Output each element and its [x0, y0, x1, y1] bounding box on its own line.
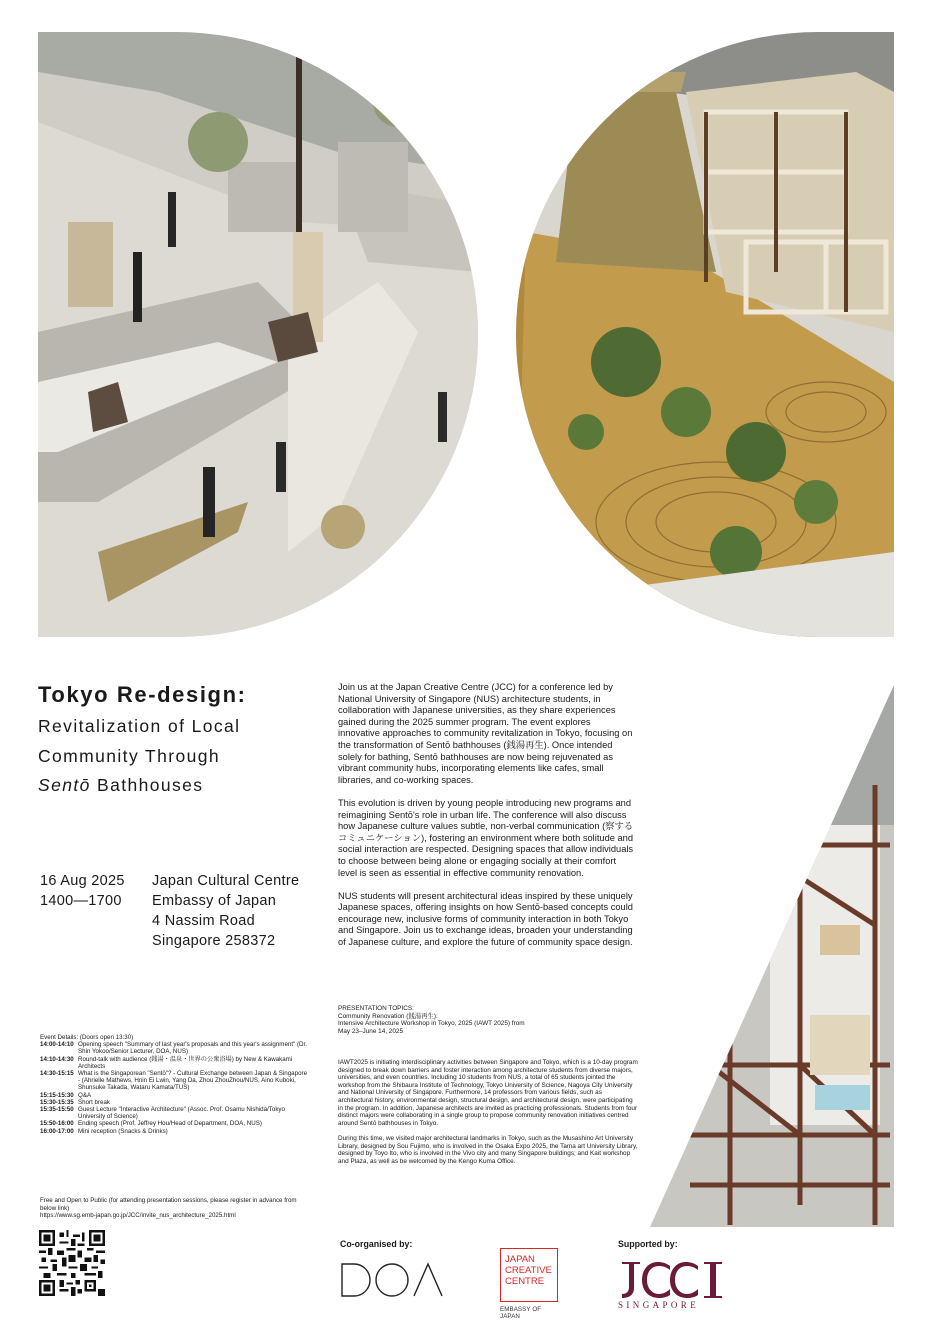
- venue-line: Japan Cultural Centre: [152, 873, 300, 889]
- schedule-time: 14:10-14:30: [40, 1055, 74, 1063]
- topics-heading: PRESENTATION TOPICS:: [338, 1005, 414, 1012]
- topics-line: Community Renovation (銭湯再生):: [338, 1012, 438, 1020]
- supported-label: Supported by:: [618, 1239, 678, 1249]
- schedule-desc: Q&A: [78, 1091, 92, 1099]
- subtitle-line-1: Revitalization of Local: [38, 716, 241, 736]
- date-time: [40, 871, 148, 911]
- schedule-time: 15:50-16:00: [40, 1120, 74, 1128]
- venue: [152, 871, 322, 951]
- iawt-paragraph: IAWT2025 is initiating interdisciplinary activities between Singapore and Tokyo, which is a 10-day program designed to break down barriers and foster interaction among architecture students from diverse majors, universities, and even countries. Including 10 students from NUS, a total of 65 students jointed the workshop from the Shibaura Institute of Technology, Tokyo University of Science, Nagoya City University and National University of Singapore. Furthermore, 14 professors from various fields, such as architectural history, environmental design, structural design, and architectural design, were participating in the program. In addition, Japanese architects are invited as practicing professionals. Students from four distinct majors were collaborating in a single group to propose community renovation initiatives centred around Sentō bathhouses in Tokyo.: [338, 1059, 638, 1127]
- title-main: Tokyo Re-design:: [38, 682, 247, 707]
- registration-info: [40, 1197, 310, 1220]
- schedule-desc: Opening speech "Summary of last year's proposals and this year's assignment" (Dr. Shin Yokoo/Senior Lecturer, DOA, NUS): [78, 1041, 307, 1056]
- schedule-item: [40, 1056, 310, 1070]
- jcc-logo-box: [500, 1248, 558, 1302]
- schedule-time: 15:35-15:50: [40, 1106, 74, 1114]
- registration-link[interactable]: https://www.sg.emb-japan.go.jp/JCC/invite_nus_architecture_2025.html: [40, 1212, 236, 1220]
- venue-line: Embassy of Japan: [152, 893, 277, 909]
- intro-paragraph: Join us at the Japan Creative Centre (JCC) for a conference led by National University of Singapore (NUS) architecture students, in collaboration with Japanese universities, as they share experiences gained during the 2025 summer program. The event explores innovative approaches to community revitalization in Tokyo, focusing on the transformation of Sentō bathhouses (銭湯再生). Once intended solely for bathing, Sentō bathhouses are now being rejuvenated as vibrant community hubs, incorporating elements like cafes, small libraries, and co-working spaces.: [338, 682, 633, 785]
- schedule-item: [40, 1128, 310, 1135]
- jcc-logo: [500, 1248, 560, 1320]
- event-time: 1400—1700: [40, 893, 122, 909]
- schedule-item: [40, 1106, 310, 1120]
- schedule-time: 15:15-15:30: [40, 1091, 74, 1099]
- jcc-line: JAPAN: [505, 1254, 535, 1265]
- event-date: 16 Aug 2025: [40, 873, 125, 889]
- intro-paragraph: This evolution is driven by young people introducing new programs and reimagining Sentō's role in urban life. The conference will also discuss how Japanese culture values subtle, non-verbal communication (察するコミュニケーション), fostering an environment where both solitude and social interaction are respected. Designing spaces that allow individuals to choose between being alone or engaging socially at their comfort level is seen as essential in effective community renovation.: [338, 797, 634, 878]
- title-subtitle: [38, 712, 328, 801]
- schedule-time: 15:30-15:35: [40, 1098, 74, 1106]
- venue-line: 4 Nassim Road: [152, 913, 256, 929]
- schedule-heading: Event Details: (Doors open 13:30): [40, 1034, 134, 1041]
- subtitle-line-3: [38, 771, 328, 801]
- event-schedule: [40, 1034, 310, 1135]
- doa-logo: [340, 1262, 446, 1298]
- schedule-item: [40, 1070, 310, 1092]
- schedule-desc: Mini reception (Snacks & Drinks): [78, 1127, 168, 1135]
- venue-line: Singapore 258372: [152, 933, 276, 949]
- schedule-desc: Short break: [78, 1098, 110, 1106]
- intro-paragraph: NUS students will present architectural ideas inspired by these uniquely Japanese spaces, offering insights on how Sentō-based concepts could encourage new, inclusive forms of community interaction in both Tokyo and Singapore. Join us to exchange ideas, broaden your understanding of Japanese culture, and explore the future of community space design.: [338, 890, 633, 948]
- schedule-item: [40, 1099, 310, 1106]
- qr-code-icon[interactable]: [39, 1230, 105, 1296]
- schedule-time: 16:00-17:00: [40, 1127, 74, 1135]
- schedule-desc: Guest Lecture "Interactive Architecture" (Assoc. Prof. Osamu Nishida/Tokyo University of Science): [78, 1106, 285, 1121]
- jcc-line: CENTRE: [505, 1276, 545, 1287]
- subtitle-line-2: Community Through: [38, 745, 221, 766]
- schedule-desc: Ending speech (Prof. Jeffrey Hou/Head of Department, DOA, NUS): [78, 1120, 262, 1128]
- subtitle-sento: Sentō: [38, 775, 91, 795]
- schedule-time: 14:30-15:15: [40, 1070, 74, 1078]
- schedule-item: [40, 1092, 310, 1099]
- subtitle-bathhouses: Bathhouses: [90, 775, 204, 795]
- topics-line: May 23–June 14, 2025: [338, 1027, 404, 1035]
- schedule-item: [40, 1041, 310, 1055]
- jcc-line: CREATIVE: [505, 1265, 552, 1276]
- topics-line: Intensive Architecture Workshop in Tokyo, 2025 (IAWT 2025) from: [338, 1020, 525, 1028]
- intro-text: [338, 682, 634, 960]
- schedule-item: [40, 1120, 310, 1127]
- schedule-desc: Round-talk with audience (銭湯・温泉・世界の公衆浴場) by New & Kawakami Architects: [78, 1055, 293, 1070]
- iawt-description: [338, 1059, 638, 1173]
- model-photo-triangle: [650, 685, 894, 1227]
- event-title: [38, 680, 328, 801]
- registration-text: Free and Open to Public (for attending presentation sessions, please register in advance from below link): [40, 1197, 297, 1212]
- schedule-time: 14:00-14:10: [40, 1041, 74, 1049]
- jcci-singapore-text: SINGAPORE: [618, 1300, 700, 1310]
- schedule-desc: What is the Singaporean "Sentō"? - Cultural Exchange between Japan & Singapore - (Ahrielle Mathews, Hnin Ei Lwin, Yang Da, Zhou ZhouZhou/NUS, Aino Kuboki, Shunsuke Takada, Wataru Kamata/TUS): [78, 1070, 308, 1092]
- model-photo-right: [516, 32, 894, 637]
- presentation-topics: [338, 1005, 638, 1035]
- jcc-embassy-text: EMBASSY OF JAPAN: [500, 1306, 542, 1320]
- co-organised-label: Co-organised by:: [340, 1239, 413, 1249]
- model-photo-left: [38, 32, 478, 637]
- iawt-paragraph: During this time, we visited major architectural landmarks in Tokyo, such as the Musashino Art University Library, designed by Sou Fujimo, who is involved in the Osaka Expo 2025, the Tama art University Library, designed by Toyo Ito, who is involved in the Vivo city and many Singapore buildings; and Kait workshop and Plaza, as well as be welcomed by the Kengo Kuma Office.: [338, 1134, 638, 1165]
